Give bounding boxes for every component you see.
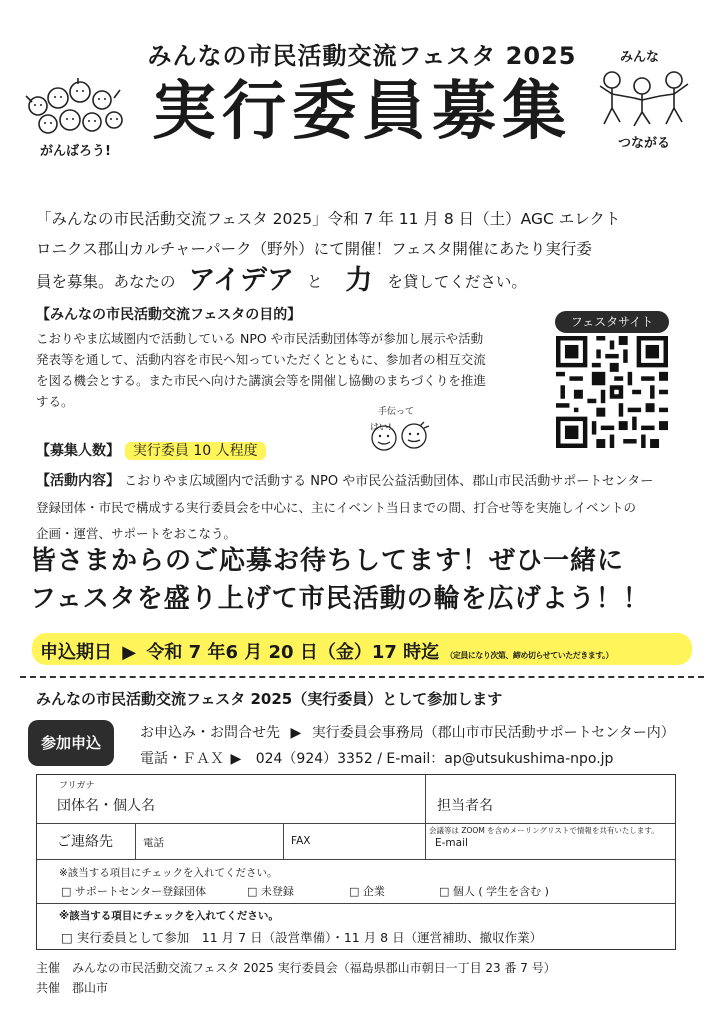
intro-line: ロニクス郡山カルチャーパーク（野外）にて開催！フェスタ開催にあたり実行委 (36, 240, 592, 258)
activity-text: こおりやま広域圏内で活動する NPO や市民公益活動団体、郡山市民活動サポートセンター (124, 474, 654, 489)
deadline-text (40, 638, 613, 664)
contact-label: お申込み・お問合せ先 (140, 725, 280, 741)
activity-line (36, 468, 686, 495)
activity-heading: 【活動内容】 (36, 473, 120, 489)
doodle-text-yes: はい! (370, 423, 392, 433)
contact-line (140, 748, 613, 768)
recruit-heading: 【募集人数】 (36, 443, 120, 459)
qr-label: フェスタサイト (555, 311, 669, 333)
org-name-label: 団体名・個人名 (57, 798, 155, 814)
purpose-heading: 【みんなの市民活動交流フェスタの目的】 (36, 307, 302, 323)
page-title: 実行委員募集 (152, 75, 572, 149)
call-to-action-line: フェスタを盛り上げて市民活動の輪を広げよう！！ (30, 584, 650, 614)
activity-section (36, 468, 686, 547)
emphasis-idea: アイデア (188, 265, 295, 296)
phone-email-value[interactable]: 024（924）3352 / E-mail：ap@utsukushima-npo.jp (255, 751, 614, 767)
right-caption-bottom: つながる (618, 136, 671, 151)
arrow-right-icon: ▶ (122, 642, 137, 663)
intro-text (36, 204, 686, 297)
left-caption: がんばろう! (40, 144, 111, 159)
emphasis-power: 力 (345, 265, 373, 296)
application-form (36, 774, 676, 950)
fax-field[interactable]: FAX (291, 835, 311, 847)
mail-note: 会議等は ZOOM を含めメーリングリストで情報を共有いたします。 (429, 826, 659, 835)
contact-line (140, 722, 675, 742)
check-note: ※該当する項目にチェックを入れてください。 (59, 910, 279, 922)
furigana-label: フリガナ (59, 781, 95, 791)
organizer: 主催 みんなの市民活動交流フェスタ 2025 実行委員会（福島県郡山市朝日一丁目 23 番 7 号） (36, 961, 556, 975)
crowd-doodle-left (18, 76, 130, 148)
phone-fax-label: 電話・ＦＡＸ (140, 751, 224, 767)
contact-info-label: ご連絡先 (57, 834, 113, 850)
purpose-line: こおりやま広域圏内で活動している NPO や市民活動団体等が参加し展示や活動 (36, 331, 484, 346)
checkbox-support-center[interactable]: □ サポートセンター登録団体 (61, 885, 207, 898)
contact-office: 実行委員会事務局（郡山市市民活動サポートセンター内） (311, 725, 675, 741)
call-to-action-line: 皆さまからのご応募お待ちしてます！ぜひ一緒に (30, 546, 625, 576)
intro-line (36, 266, 686, 297)
footer (36, 958, 556, 998)
subtitle: みんなの市民活動交流フェスタ 2025 (147, 42, 577, 70)
purpose-line: を図る機会とする。また市民へ向けた講演会等を開催し協働のまちづくりを推進 (36, 373, 486, 388)
qr-code[interactable] (556, 336, 668, 448)
cosponsor: 共催 郡山市 (36, 981, 109, 995)
join-title: みんなの市民活動交流フェスタ 2025（実行委員）として参加します (36, 690, 503, 708)
checkbox-unregistered[interactable]: □ 未登録 (247, 885, 294, 898)
cut-line (20, 676, 704, 678)
intro-text-part: 員を募集。あなたの (36, 273, 176, 291)
check-note: ※該当する項目にチェックを入れてください。 (59, 867, 278, 879)
deadline-date: 令和 7 年6 月 20 日（金）17 時迄 (146, 642, 440, 663)
doodle-text-help: 手伝って (378, 407, 415, 417)
apply-button[interactable]: 参加申込 (28, 720, 114, 766)
email-field[interactable]: E-mail (435, 837, 468, 849)
recruit-section (36, 440, 266, 460)
recruit-value: 実行委員 10 人程度 (125, 442, 266, 460)
checkbox-participate[interactable]: □ 実行委員として参加 11 月 7 日（設営準備）・11 月 8 日（運営補助、撤収作業） (61, 930, 543, 945)
call-to-action (30, 542, 700, 618)
arrow-right-icon: ▶ (290, 725, 302, 741)
helping-faces-doodle (362, 414, 438, 456)
deadline-label: 申込期日 (40, 642, 112, 663)
purpose-line: 発表等を通して、活動内容を市民へ知っていただくとともに、参加者の相互交流 (36, 352, 486, 367)
tel-field[interactable]: 電話 (143, 837, 164, 849)
intro-line: 「みんなの市民活動交流フェスタ 2025」令和 7 年 11 月 8 日（土）AGC エレクト (36, 210, 621, 228)
activity-line: 企画・運営、サポートをおこなう。 (36, 526, 237, 541)
purpose-line: する。 (36, 394, 74, 409)
deadline-note: （定員になり次第、締め切らせていただきます。） (445, 651, 614, 660)
intro-text-part: を貸してください。 (387, 273, 527, 291)
checkbox-company[interactable]: □ 企業 (349, 885, 385, 898)
person-in-charge-label: 担当者名 (437, 798, 493, 814)
intro-text-part: と (306, 273, 323, 291)
purpose-section (36, 304, 536, 412)
checkbox-individual[interactable]: □ 個人 ( 学生を含む ) (439, 885, 549, 898)
people-holding-hands-doodle (590, 64, 700, 132)
arrow-right-icon: ▶ (230, 751, 242, 767)
right-caption-top: みんな (620, 50, 660, 65)
activity-line: 登録団体・市民で構成する実行委員会を中心に、主にイベント当日までの間、打合せ等を実施しイベントの (36, 500, 637, 515)
